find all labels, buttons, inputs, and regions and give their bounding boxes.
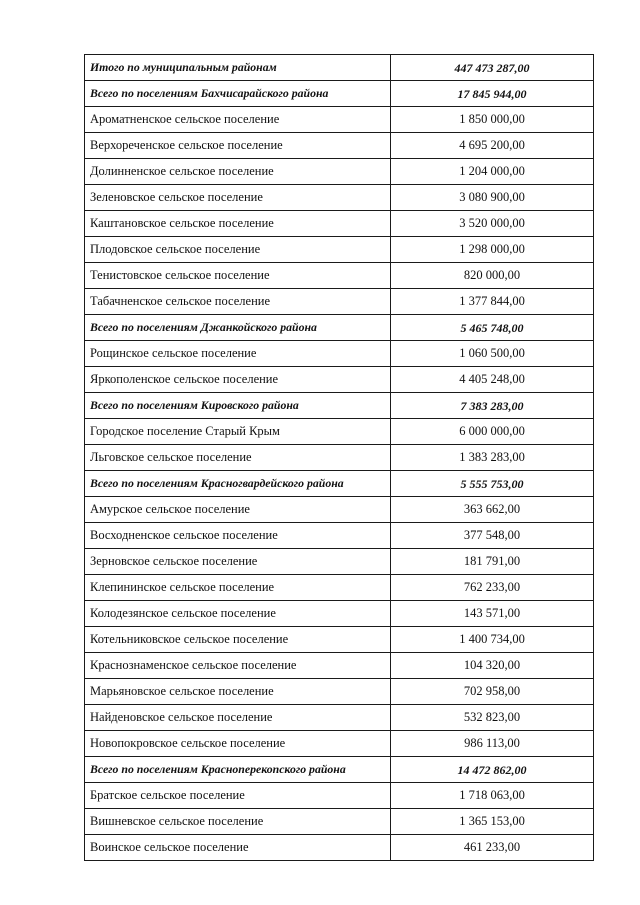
settlement-name: Каштановское сельское поселение [85, 211, 391, 237]
table-row [85, 237, 594, 263]
total-label: Всего по поселениям Кировского района [85, 393, 391, 419]
settlement-name: Верхореченское сельское поселение [85, 133, 391, 159]
total-amount: 14 472 862,00 [391, 757, 594, 783]
settlement-name: Марьяновское сельское поселение [85, 679, 391, 705]
total-label: Всего по поселениям Красноперекопского района [85, 757, 391, 783]
total-amount: 447 473 287,00 [391, 55, 594, 81]
budget-table-body [85, 55, 594, 861]
table-row [85, 419, 594, 445]
amount-value: 532 823,00 [391, 705, 594, 731]
amount-value: 702 958,00 [391, 679, 594, 705]
settlement-name: Найденовское сельское поселение [85, 705, 391, 731]
settlement-name: Восходненское сельское поселение [85, 523, 391, 549]
settlement-name: Плодовское сельское поселение [85, 237, 391, 263]
table-row [85, 185, 594, 211]
total-label: Всего по поселениям Джанкойского района [85, 315, 391, 341]
amount-value: 1 400 734,00 [391, 627, 594, 653]
settlement-name: Рощинское сельское поселение [85, 341, 391, 367]
amount-value: 4 405 248,00 [391, 367, 594, 393]
total-row [85, 393, 594, 419]
table-row [85, 627, 594, 653]
table-row [85, 783, 594, 809]
settlement-name: Котельниковское сельское поселение [85, 627, 391, 653]
amount-value: 1 718 063,00 [391, 783, 594, 809]
amount-value: 461 233,00 [391, 835, 594, 861]
amount-value: 1 060 500,00 [391, 341, 594, 367]
amount-value: 143 571,00 [391, 601, 594, 627]
table-row [85, 445, 594, 471]
table-row [85, 289, 594, 315]
total-row [85, 471, 594, 497]
budget-table [84, 54, 594, 861]
table-row [85, 601, 594, 627]
amount-value: 1 298 000,00 [391, 237, 594, 263]
total-row [85, 81, 594, 107]
settlement-name: Вишневское сельское поселение [85, 809, 391, 835]
total-amount: 7 383 283,00 [391, 393, 594, 419]
amount-value: 1 204 000,00 [391, 159, 594, 185]
table-row [85, 497, 594, 523]
amount-value: 1 850 000,00 [391, 107, 594, 133]
total-amount: 5 555 753,00 [391, 471, 594, 497]
total-row [85, 315, 594, 341]
total-row [85, 55, 594, 81]
settlement-name: Зеленовское сельское поселение [85, 185, 391, 211]
amount-value: 762 233,00 [391, 575, 594, 601]
table-row [85, 705, 594, 731]
amount-value: 3 080 900,00 [391, 185, 594, 211]
table-row [85, 263, 594, 289]
total-amount: 5 465 748,00 [391, 315, 594, 341]
table-row [85, 653, 594, 679]
settlement-name: Амурское сельское поселение [85, 497, 391, 523]
table-row [85, 549, 594, 575]
table-row [85, 211, 594, 237]
table-row [85, 107, 594, 133]
settlement-name: Воинское сельское поселение [85, 835, 391, 861]
settlement-name: Зерновское сельское поселение [85, 549, 391, 575]
total-label: Всего по поселениям Бахчисарайского района [85, 81, 391, 107]
table-row [85, 575, 594, 601]
table-row [85, 835, 594, 861]
settlement-name: Краснознаменское сельское поселение [85, 653, 391, 679]
amount-value: 1 365 153,00 [391, 809, 594, 835]
amount-value: 181 791,00 [391, 549, 594, 575]
total-label: Итого по муниципальным районам [85, 55, 391, 81]
table-row [85, 133, 594, 159]
amount-value: 820 000,00 [391, 263, 594, 289]
table-row [85, 809, 594, 835]
table-row [85, 367, 594, 393]
amount-value: 377 548,00 [391, 523, 594, 549]
amount-value: 1 377 844,00 [391, 289, 594, 315]
settlement-name: Яркополенское сельское поселение [85, 367, 391, 393]
amount-value: 986 113,00 [391, 731, 594, 757]
settlement-name: Долинненское сельское поселение [85, 159, 391, 185]
total-amount: 17 845 944,00 [391, 81, 594, 107]
amount-value: 3 520 000,00 [391, 211, 594, 237]
settlement-name: Городское поселение Старый Крым [85, 419, 391, 445]
total-label: Всего по поселениям Красногвардейского района [85, 471, 391, 497]
table-row [85, 341, 594, 367]
settlement-name: Клепининское сельское поселение [85, 575, 391, 601]
settlement-name: Табачненское сельское поселение [85, 289, 391, 315]
amount-value: 1 383 283,00 [391, 445, 594, 471]
amount-value: 363 662,00 [391, 497, 594, 523]
amount-value: 6 000 000,00 [391, 419, 594, 445]
settlement-name: Льговское сельское поселение [85, 445, 391, 471]
table-row [85, 731, 594, 757]
table-row [85, 679, 594, 705]
table-row [85, 159, 594, 185]
settlement-name: Братское сельское поселение [85, 783, 391, 809]
settlement-name: Тенистовское сельское поселение [85, 263, 391, 289]
amount-value: 104 320,00 [391, 653, 594, 679]
settlement-name: Новопокровское сельское поселение [85, 731, 391, 757]
settlement-name: Колодезянское сельское поселение [85, 601, 391, 627]
table-row [85, 523, 594, 549]
settlement-name: Ароматненское сельское поселение [85, 107, 391, 133]
total-row [85, 757, 594, 783]
amount-value: 4 695 200,00 [391, 133, 594, 159]
